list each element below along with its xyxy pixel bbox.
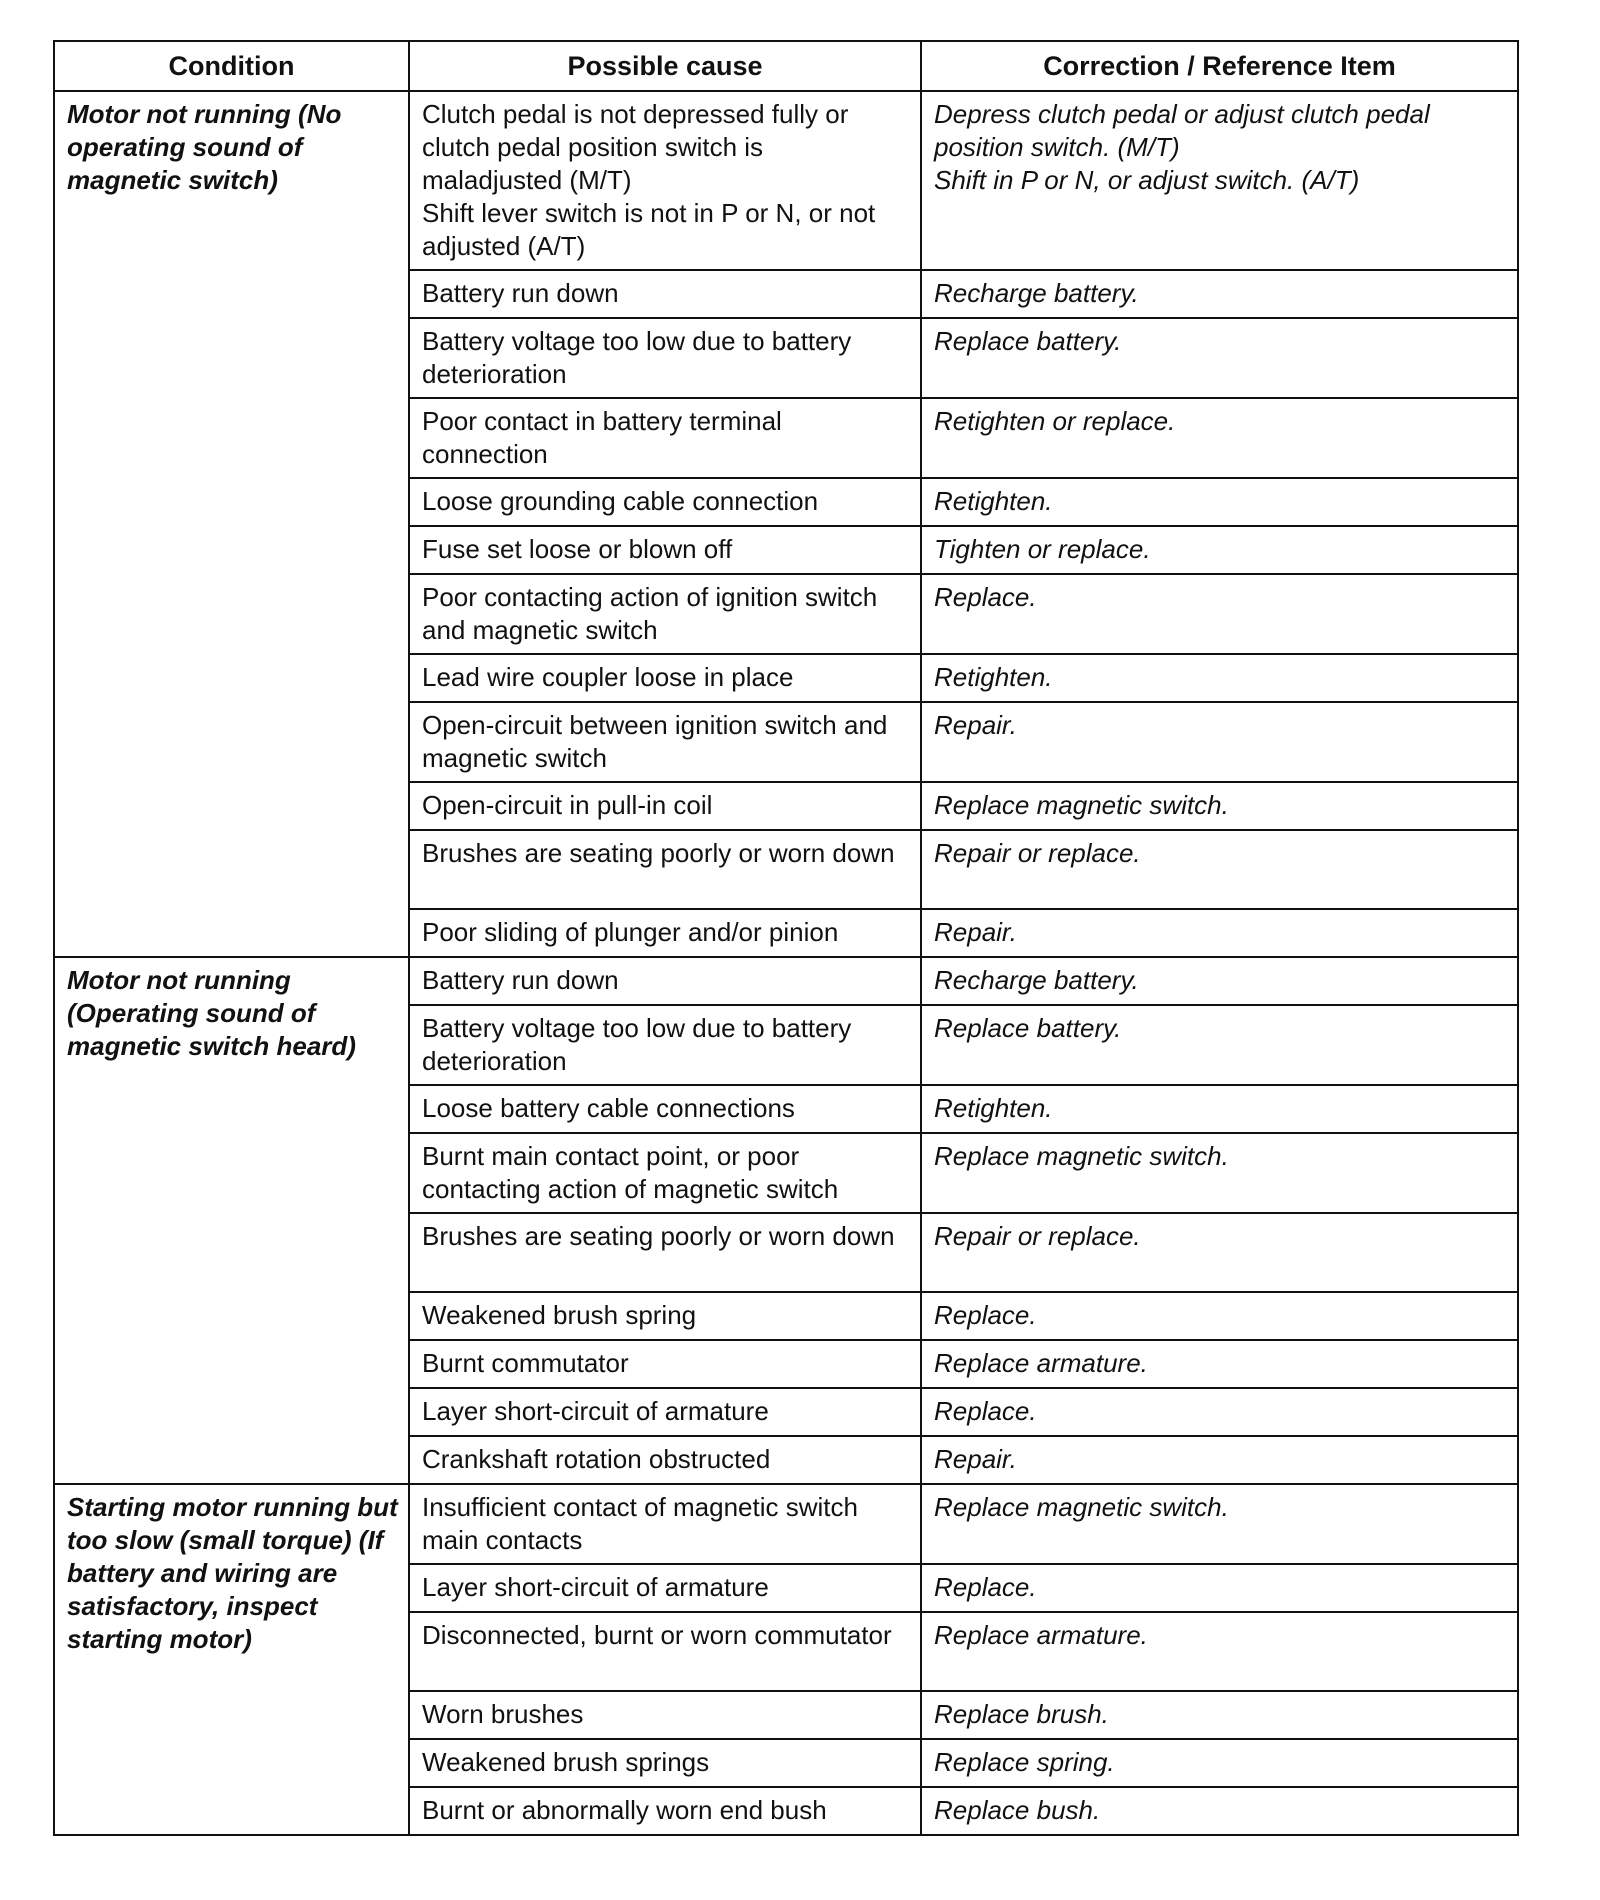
correction-cell <box>921 1691 1518 1739</box>
possible-cause-cell <box>409 1484 921 1564</box>
condition-cell: Starting motor running but too slow (small torque) (If battery and wiring are satisfactory, inspect starting motor) <box>54 1484 409 1835</box>
possible-cause-cell <box>409 478 921 526</box>
possible-cause-cell <box>409 1085 921 1133</box>
header-condition: Condition <box>54 41 409 91</box>
possible-cause-cell <box>409 1213 921 1292</box>
possible-cause-cell <box>409 1612 921 1691</box>
cause-text: Loose grounding cable connection <box>422 486 819 516</box>
header-possible-cause: Possible cause <box>409 41 921 91</box>
possible-cause-cell <box>409 398 921 478</box>
correction-cell <box>921 526 1518 574</box>
correction-text: Shift in P or N, or adjust switch. (A/T) <box>934 165 1360 195</box>
correction-cell <box>921 270 1518 318</box>
condition-cell: Motor not running (Operating sound of magnetic switch heard) <box>54 957 409 1484</box>
correction-cell <box>921 1436 1518 1484</box>
cause-text: Brushes are seating poorly or worn down <box>422 1221 895 1251</box>
cause-text: Burnt commutator <box>422 1348 629 1378</box>
correction-text: Repair. <box>934 917 1017 947</box>
cause-text: Crankshaft rotation obstructed <box>422 1444 771 1474</box>
possible-cause-cell <box>409 526 921 574</box>
correction-cell <box>921 574 1518 654</box>
cause-text: Insufficient contact of magnetic switch main contacts <box>422 1492 858 1555</box>
correction-cell <box>921 1005 1518 1085</box>
cause-text: Layer short-circuit of armature <box>422 1572 769 1602</box>
possible-cause-cell <box>409 1388 921 1436</box>
cause-text: Battery run down <box>422 965 619 995</box>
correction-text: Recharge battery. <box>934 965 1139 995</box>
correction-cell <box>921 1085 1518 1133</box>
correction-text: Replace battery. <box>934 326 1122 356</box>
troubleshooting-table <box>53 40 1519 1836</box>
correction-cell <box>921 957 1518 1005</box>
possible-cause-cell <box>409 1133 921 1213</box>
table-header-row <box>54 41 1518 91</box>
condition-cell: Motor not running (No operating sound of magnetic switch) <box>54 91 409 957</box>
cause-text: Weakened brush spring <box>422 1300 697 1330</box>
cause-text: Lead wire coupler loose in place <box>422 662 794 692</box>
troubleshooting-sheet <box>53 40 1517 1836</box>
correction-text: Repair. <box>934 710 1017 740</box>
correction-text: Retighten. <box>934 662 1053 692</box>
correction-cell <box>921 909 1518 957</box>
correction-text: Repair or replace. <box>934 838 1141 868</box>
correction-cell <box>921 1787 1518 1835</box>
correction-cell <box>921 1612 1518 1691</box>
possible-cause-cell <box>409 1691 921 1739</box>
correction-cell <box>921 1564 1518 1612</box>
correction-text: Replace. <box>934 582 1037 612</box>
correction-text: Replace armature. <box>934 1348 1148 1378</box>
possible-cause-cell <box>409 909 921 957</box>
correction-text: Replace magnetic switch. <box>934 1492 1229 1522</box>
correction-cell <box>921 782 1518 830</box>
cause-text: Burnt main contact point, or poor contacting action of magnetic switch <box>422 1141 839 1204</box>
possible-cause-cell <box>409 318 921 398</box>
correction-cell <box>921 702 1518 782</box>
possible-cause-cell <box>409 830 921 909</box>
correction-text: Replace brush. <box>934 1699 1109 1729</box>
correction-text: Replace magnetic switch. <box>934 1141 1229 1171</box>
possible-cause-cell <box>409 1005 921 1085</box>
correction-cell <box>921 1739 1518 1787</box>
table-row <box>54 91 1518 270</box>
possible-cause-cell <box>409 957 921 1005</box>
correction-cell <box>921 1484 1518 1564</box>
cause-text: Open-circuit between ignition switch and magnetic switch <box>422 710 888 773</box>
possible-cause-cell <box>409 1340 921 1388</box>
correction-text: Repair or replace. <box>934 1221 1141 1251</box>
correction-text: Replace magnetic switch. <box>934 790 1229 820</box>
cause-text: Clutch pedal is not depressed fully or clutch pedal position switch is maladjusted (M/T) <box>422 99 849 195</box>
header-correction: Correction / Reference Item <box>921 41 1518 91</box>
cause-text: Layer short-circuit of armature <box>422 1396 769 1426</box>
correction-cell <box>921 654 1518 702</box>
cause-text: Poor contacting action of ignition switch and magnetic switch <box>422 582 878 645</box>
table-row <box>54 1484 1518 1564</box>
correction-cell <box>921 1213 1518 1292</box>
cause-text: Battery voltage too low due to battery deterioration <box>422 1013 852 1076</box>
possible-cause-cell <box>409 574 921 654</box>
possible-cause-cell <box>409 1739 921 1787</box>
correction-text: Replace. <box>934 1396 1037 1426</box>
correction-cell <box>921 1388 1518 1436</box>
possible-cause-cell <box>409 270 921 318</box>
correction-text: Replace. <box>934 1300 1037 1330</box>
correction-text: Replace bush. <box>934 1795 1101 1825</box>
correction-cell <box>921 1133 1518 1213</box>
correction-cell <box>921 478 1518 526</box>
possible-cause-cell <box>409 1787 921 1835</box>
cause-text: Brushes are seating poorly or worn down <box>422 838 895 868</box>
correction-text: Replace armature. <box>934 1620 1148 1650</box>
possible-cause-cell <box>409 91 921 270</box>
correction-text: Retighten. <box>934 1093 1053 1123</box>
cause-text: Open-circuit in pull-in coil <box>422 790 713 820</box>
cause-text: Battery run down <box>422 278 619 308</box>
correction-cell <box>921 91 1518 270</box>
table-body <box>54 91 1518 1835</box>
correction-text: Replace. <box>934 1572 1037 1602</box>
cause-text: Disconnected, burnt or worn commutator <box>422 1620 892 1650</box>
possible-cause-cell <box>409 782 921 830</box>
correction-text: Repair. <box>934 1444 1017 1474</box>
cause-text: Worn brushes <box>422 1699 584 1729</box>
cause-text: Loose battery cable connections <box>422 1093 795 1123</box>
correction-cell <box>921 318 1518 398</box>
cause-text: Poor contact in battery terminal connection <box>422 406 782 469</box>
possible-cause-cell <box>409 702 921 782</box>
cause-text: Poor sliding of plunger and/or pinion <box>422 917 839 947</box>
correction-text: Retighten or replace. <box>934 406 1176 436</box>
correction-text: Replace spring. <box>934 1747 1115 1777</box>
cause-text: Shift lever switch is not in P or N, or not adjusted (A/T) <box>422 198 876 261</box>
table-row <box>54 957 1518 1005</box>
correction-text: Retighten. <box>934 486 1053 516</box>
cause-text: Battery voltage too low due to battery deterioration <box>422 326 852 389</box>
cause-text: Burnt or abnormally worn end bush <box>422 1795 827 1825</box>
correction-text: Depress clutch pedal or adjust clutch pedal position switch. (M/T) <box>934 99 1430 162</box>
correction-text: Recharge battery. <box>934 278 1139 308</box>
correction-text: Replace battery. <box>934 1013 1122 1043</box>
possible-cause-cell <box>409 654 921 702</box>
correction-cell <box>921 1292 1518 1340</box>
correction-text: Tighten or replace. <box>934 534 1151 564</box>
cause-text: Weakened brush springs <box>422 1747 710 1777</box>
correction-cell <box>921 830 1518 909</box>
possible-cause-cell <box>409 1436 921 1484</box>
cause-text: Fuse set loose or blown off <box>422 534 733 564</box>
correction-cell <box>921 398 1518 478</box>
possible-cause-cell <box>409 1292 921 1340</box>
correction-cell <box>921 1340 1518 1388</box>
possible-cause-cell <box>409 1564 921 1612</box>
